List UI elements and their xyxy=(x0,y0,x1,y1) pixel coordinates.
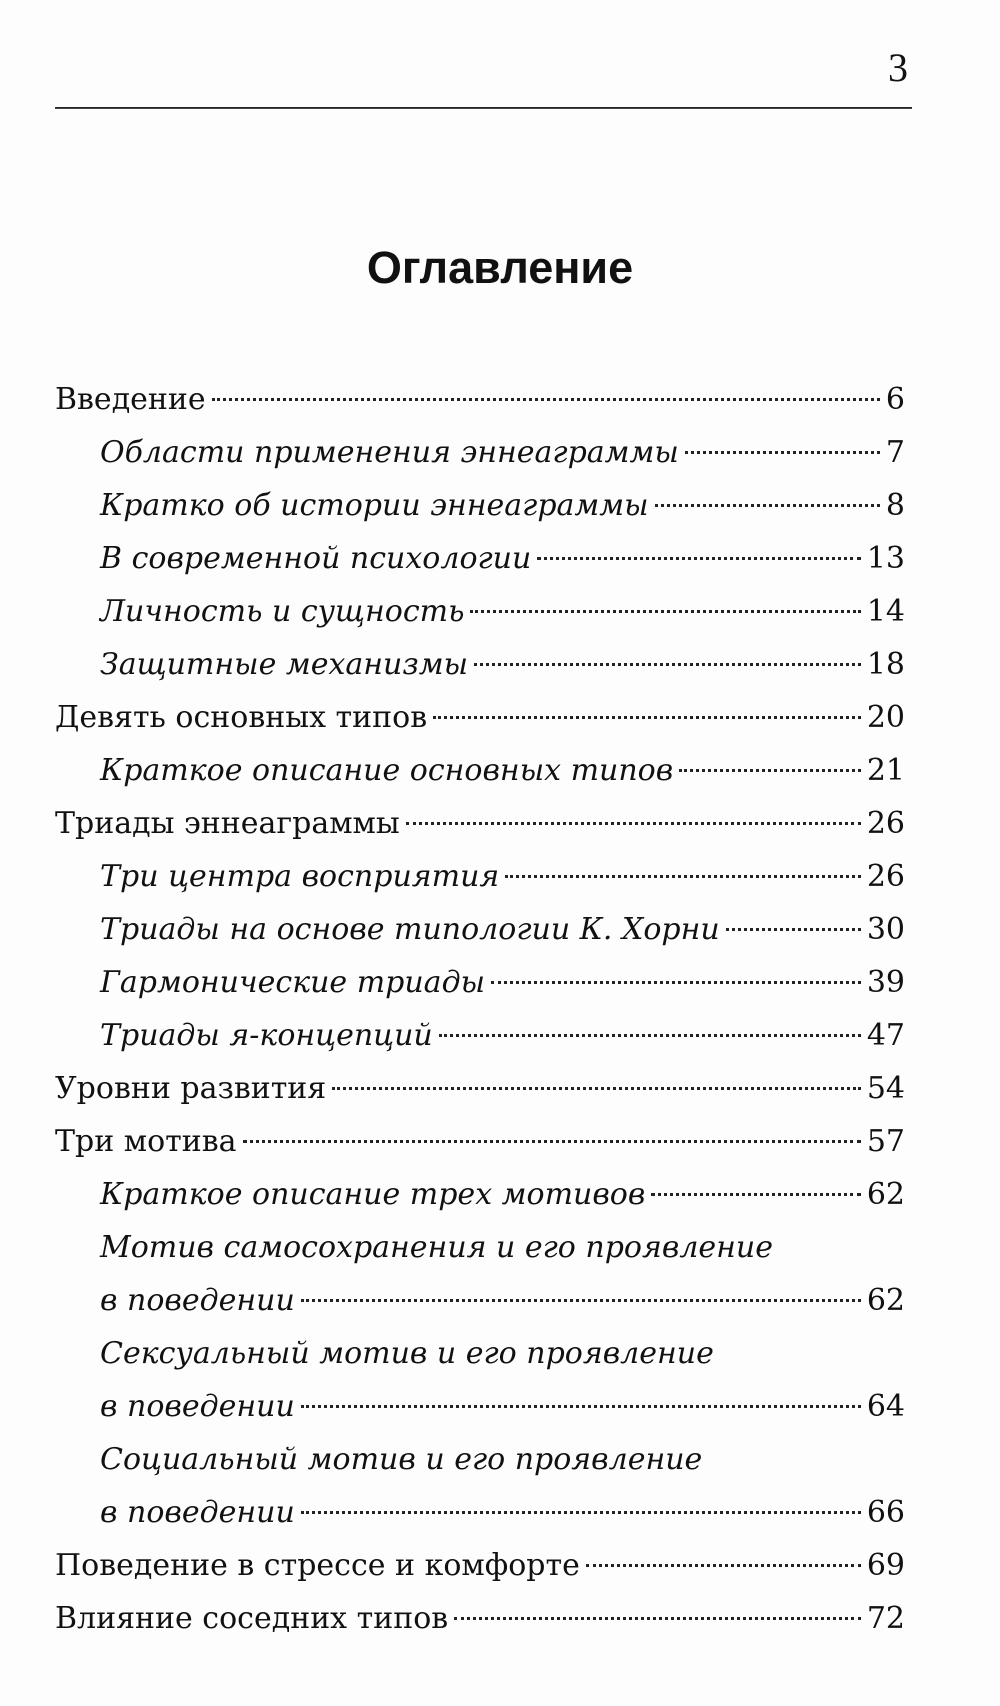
toc-entry-page: 69 xyxy=(866,1548,905,1583)
dot-leader xyxy=(651,1193,860,1196)
dot-leader xyxy=(332,1087,861,1090)
toc-entry-page: 64 xyxy=(866,1389,905,1424)
dot-leader xyxy=(470,610,860,613)
toc-entry-page: 6 xyxy=(885,382,905,417)
toc-entry-title: Личность и сущность xyxy=(100,594,465,629)
toc-entry-title: Защитные механизмы xyxy=(100,647,469,682)
toc-entry-title: Краткое описание основных типов xyxy=(100,753,674,788)
dot-leader xyxy=(439,1034,861,1037)
toc-entry xyxy=(55,1009,905,1062)
toc-entry-title: Гармонические триады xyxy=(100,965,486,1000)
dot-leader xyxy=(685,451,880,454)
toc-entry-page: 7 xyxy=(885,435,905,470)
dot-leader xyxy=(406,822,861,825)
toc-entry xyxy=(55,373,905,426)
toc-entry xyxy=(55,1115,905,1168)
header-rule xyxy=(55,107,912,109)
toc-entry-page: 26 xyxy=(866,806,905,841)
dot-leader xyxy=(301,1405,861,1408)
toc-entry-page: 14 xyxy=(866,594,905,629)
toc-entry-page: 21 xyxy=(866,753,905,788)
toc-entry xyxy=(55,532,905,585)
page-title: Оглавление xyxy=(366,242,634,293)
toc-entry-title-continued: в поведении xyxy=(100,1283,295,1318)
toc-entry xyxy=(55,850,905,903)
toc-entry-title-continued: в поведении xyxy=(100,1389,295,1424)
toc-entry xyxy=(55,1539,905,1592)
toc-entry-title: В современной психологии xyxy=(100,541,532,576)
toc-entry-page: 30 xyxy=(866,912,905,947)
dot-leader xyxy=(491,981,861,984)
toc-entry xyxy=(55,691,905,744)
toc-entry-title: Кратко об истории эннеаграммы xyxy=(100,488,649,523)
toc-entry-title: Три мотива xyxy=(55,1124,237,1159)
toc-entry-title: Области применения эннеаграммы xyxy=(100,435,679,470)
dot-leader xyxy=(679,769,861,772)
toc-entry-page: 26 xyxy=(866,859,905,894)
toc-entry-title: Сексуальный мотив и его проявление xyxy=(100,1336,714,1371)
toc-entry xyxy=(55,1062,905,1115)
dot-leader xyxy=(586,1564,861,1567)
toc-entry-title: Мотив самосохранения и его проявление xyxy=(100,1230,774,1265)
toc-entry-title: Уровни развития xyxy=(55,1071,327,1106)
dot-leader xyxy=(301,1299,861,1302)
dot-leader xyxy=(726,928,861,931)
toc-entry-page: 39 xyxy=(866,965,905,1000)
toc-entry-title: Триады я-концепций xyxy=(100,1018,433,1053)
toc-entry-title: Краткое описание трех мотивов xyxy=(100,1177,646,1212)
toc-entry xyxy=(55,744,905,797)
dot-leader xyxy=(243,1140,861,1143)
dot-leader xyxy=(537,557,860,560)
toc-entry-page: 54 xyxy=(866,1071,905,1106)
toc-entry xyxy=(55,426,905,479)
toc-entry-page: 13 xyxy=(866,541,905,576)
dot-leader xyxy=(655,504,880,507)
toc-entry-page: 8 xyxy=(885,488,905,523)
toc-entry xyxy=(55,956,905,1009)
toc-entry xyxy=(55,479,905,532)
toc-entry-title: Социальный мотив и его проявление xyxy=(100,1442,703,1477)
toc-entry-title: Триады на основе типологии К. Хорни xyxy=(100,912,720,947)
dot-leader xyxy=(301,1511,861,1514)
toc-entry-title: Триады эннеаграммы xyxy=(55,806,400,841)
toc-entry xyxy=(55,1221,905,1327)
toc-entry-page: 57 xyxy=(866,1124,905,1159)
toc-entry-page: 20 xyxy=(866,700,905,735)
toc-entry xyxy=(55,1592,905,1645)
toc-entry-title: Девять основных типов xyxy=(55,700,428,735)
toc-entry xyxy=(55,903,905,956)
toc-entry xyxy=(55,1168,905,1221)
toc-entry xyxy=(55,1433,905,1539)
dot-leader xyxy=(474,663,861,666)
page-number: 3 xyxy=(888,45,908,90)
toc-entry-page: 72 xyxy=(866,1601,905,1636)
toc-entry-page: 18 xyxy=(866,647,905,682)
toc-entry xyxy=(55,797,905,850)
toc-entry-page: 66 xyxy=(866,1495,905,1530)
toc-entry-title-continued: в поведении xyxy=(100,1495,295,1530)
dot-leader xyxy=(505,875,861,878)
toc-entry-title: Поведение в стрессе и комфорте xyxy=(55,1548,580,1583)
dot-leader xyxy=(433,716,861,719)
toc-entry-page: 62 xyxy=(866,1177,905,1212)
toc-entry-page: 47 xyxy=(866,1018,905,1053)
table-of-contents xyxy=(55,373,905,1645)
dot-leader xyxy=(212,398,880,401)
toc-entry xyxy=(55,585,905,638)
toc-entry-page: 62 xyxy=(866,1283,905,1318)
toc-entry-title: Введение xyxy=(55,382,206,417)
toc-entry-title: Три центра восприятия xyxy=(100,859,500,894)
toc-entry xyxy=(55,638,905,691)
toc-entry xyxy=(55,1327,905,1433)
dot-leader xyxy=(454,1617,861,1620)
toc-entry-title: Влияние соседних типов xyxy=(55,1601,449,1636)
